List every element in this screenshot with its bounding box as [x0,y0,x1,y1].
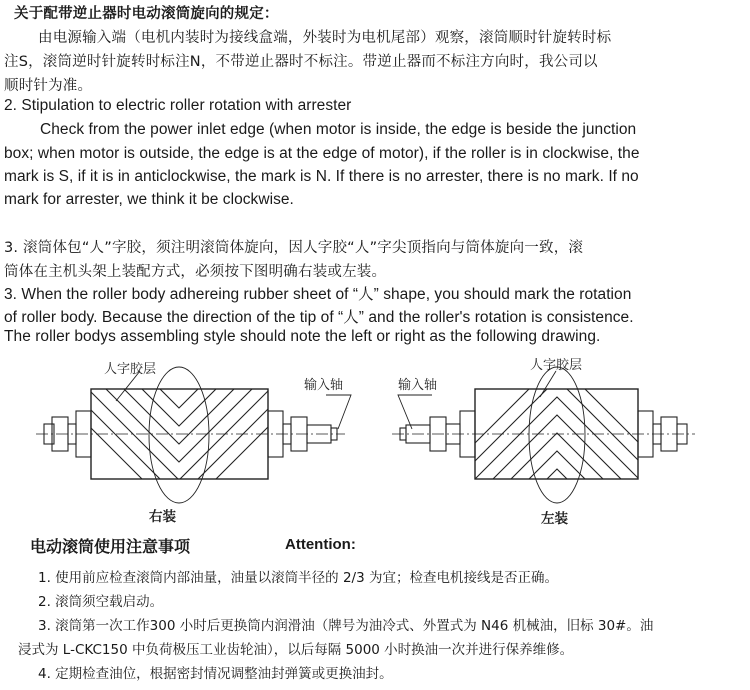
left-shaft-label: 输入轴 [398,378,438,393]
attention-title-en: Attention: [285,536,356,553]
left-assembly-caption: 左装 [541,511,568,527]
right-assembly-caption: 右装 [149,509,176,525]
section1-en-line: mark is S, if it is in anticlockwise, the mark is N. If there is no arrester, there is no mark. If no [4,168,639,185]
right-shaft-label: 输入轴 [304,378,344,393]
attention-item: 2. 滚筒须空载启动。 [38,594,164,610]
attention-item: 4. 定期检查油位，根据密封情况调整油封弹簧或更换油封。 [38,666,393,682]
attention-item: 1. 使用前应检查滚筒内部油量，油量以滚筒半径的 2/3 为宜；检查电机接线是否正确。 [38,570,558,586]
section1-en-line: mark for arrester, we think it be clockwise. [4,191,294,208]
attention-item: 浸式为 L-CKC150 中负荷极压工业齿轮油），以后每隔 5000 小时换油一次并进行保养维修。 [18,642,574,658]
right-assembly-drawing [36,345,351,516]
section1-cn-line: 顺时针为准。 [4,78,93,94]
left-rubber-label: 人字胶层 [530,358,583,373]
section3-cn-line: 3. 滚筒体包“人”字胶，须注明滚筒体旋向，因人字胶“人”字尖顶指向与筒体旋向一致，滚 [4,240,584,256]
section3-en-line: of roller body. Because the direction of the tip of “人” and the roller's rotation is consistence. [4,309,634,326]
section3-cn-line: 筒体在主机头架上装配方式，必须按下图明确右装或左装。 [4,264,387,280]
section1-en-line: Check from the power inlet edge (when motor is inside, the edge is beside the junction [40,121,637,138]
right-rubber-label: 人字胶层 [104,362,157,377]
section1-title: 关于配带逆止器时电动滚筒旋向的规定： [14,6,279,22]
section1-cn-line: 由电源输入端（电机内装时为接线盒端，外装时为电机尾部）观察，滚筒顺时针旋转时标 [38,30,612,46]
attention-title-cn: 电动滚筒使用注意事项 [30,537,191,556]
left-assembly-drawing [392,361,695,530]
section1-cn-line: 注S，滚筒逆时针旋转时标注N，不带逆止器时不标注。带逆止器而不标注方向时，我公司以 [4,54,598,70]
section3-en-line: The roller bodys assembling style should note the left or right as the following drawing. [4,328,601,345]
attention-item: 3. 滚筒第一次工作300 小时后更换筒内润滑油（牌号为油冷式、外置式为 N46 机械油，旧标 30#。油 [38,618,654,634]
section1-en-line: box; when motor is outside, the edge is at the edge of motor), if the roller is in clockwise, the [4,145,640,162]
section1-en-heading: 2. Stipulation to electric roller rotation with arrester [4,97,352,114]
roller-assembly-diagram [0,345,750,530]
section3-en-line: 3. When the roller body adhereing rubber sheet of “人” shape, you should mark the rotation [4,286,632,303]
